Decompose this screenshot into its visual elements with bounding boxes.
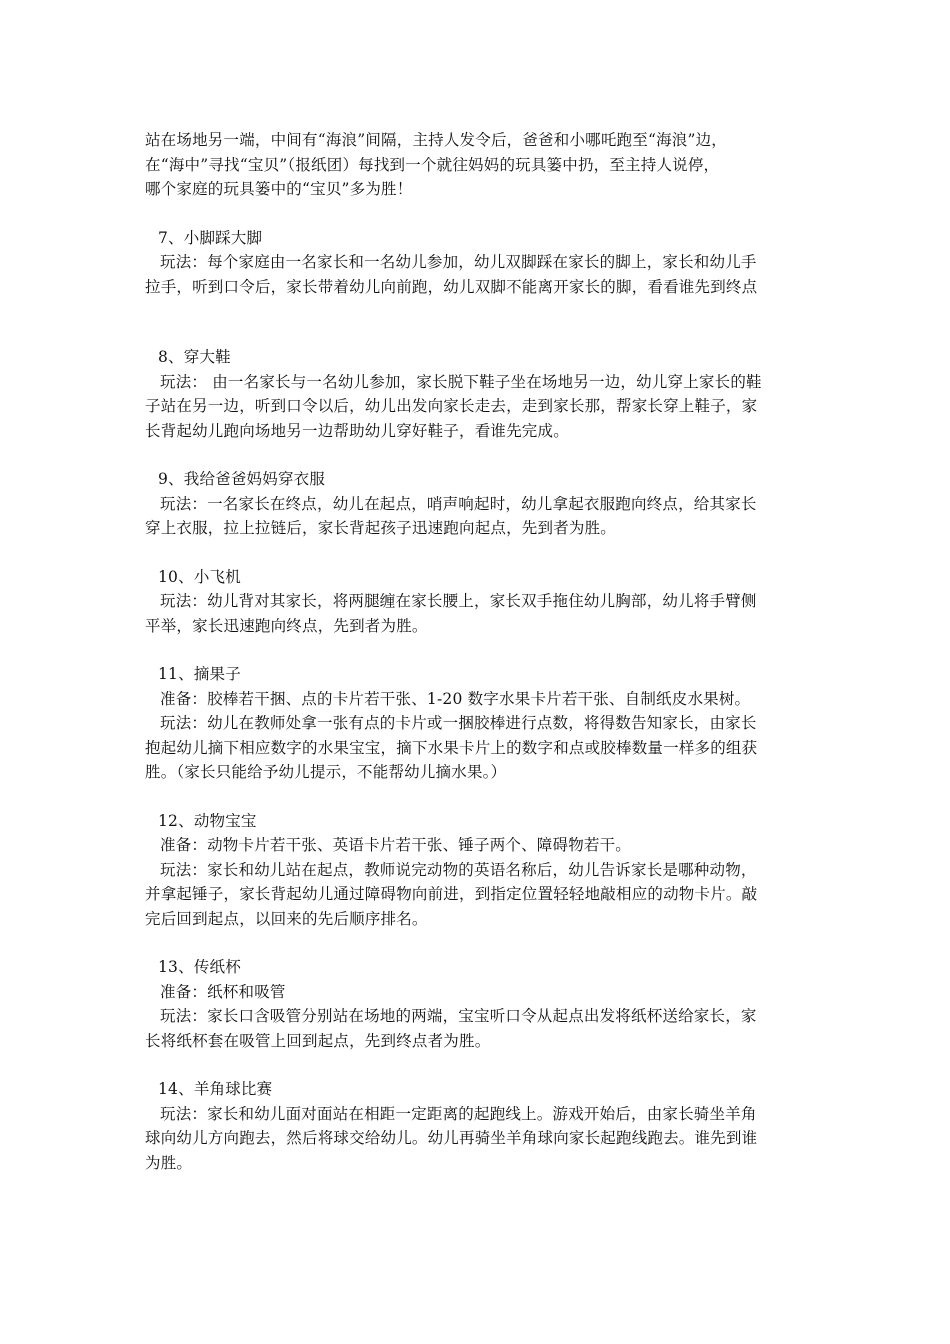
rule-line: 穿上衣服，拉上拉链后，家长背起孩子迅速跑向起点，先到者为胜。 xyxy=(145,519,617,537)
intro-line: 站在场地另一端，中间有“海浪”间隔，主持人发令后，爸爸和小哪吒跑至“海浪”边， xyxy=(145,131,727,149)
game-title: 14、羊角球比赛 xyxy=(158,1080,273,1098)
game-title: 12、动物宝宝 xyxy=(158,811,257,830)
rule-line: 球向幼儿方向跑去，然后将球交给幼儿。幼儿再骑坐羊角球向家长起跑线跑去。谁先到谁 xyxy=(145,1129,758,1147)
game-title: 7、小脚踩大脚 xyxy=(158,228,263,247)
rule-line: 玩法：每个家庭由一名家长和一名幼儿参加，幼儿双脚踩在家长的脚上，家长和幼儿手 xyxy=(160,253,757,271)
game-section xyxy=(145,662,813,785)
game-title: 11、摘果子 xyxy=(158,665,241,683)
game-title: 13、传纸杯 xyxy=(158,958,241,976)
rule-line: 玩法：家长和幼儿站在起点，教师说完动物的英语名称后，幼儿告诉家长是哪种动物， xyxy=(160,860,757,879)
rule-line: 拉手，听到口令后，家长带着幼儿向前跑，幼儿双脚不能离开家长的脚，看看谁先到终点 xyxy=(145,277,758,296)
game-title: 10、小飞机 xyxy=(158,567,241,586)
rule-line: 玩法：幼儿在教师处拿一张有点的卡片或一捆胶棒进行点数，将得数告知家长，由家长 xyxy=(160,714,757,732)
rule-line: 玩法： 由一名家长与一名幼儿参加，家长脱下鞋子坐在场地另一边，幼儿穿上家长的鞋 xyxy=(160,372,762,391)
document-page xyxy=(145,128,813,1175)
rule-line: 平举，家长迅速跑向终点，先到者为胜。 xyxy=(145,616,428,635)
rule-line: 完后回到起点，以回来的先后顺序排名。 xyxy=(145,909,428,928)
game-title: 8、穿大鞋 xyxy=(158,348,231,366)
game-section xyxy=(145,467,813,541)
game-section xyxy=(145,226,813,300)
rule-line: 玩法：一名家长在终点，幼儿在起点，哨声响起时，幼儿拿起衣服跑向终点，给其家长 xyxy=(160,494,757,513)
rule-line: 准备：纸杯和吸管 xyxy=(160,982,286,1001)
intro-line: 在“海中”寻找“宝贝”（报纸团）每找到一个就往妈妈的玩具篓中扔，至主持人说停， xyxy=(145,155,720,174)
game-title: 9、我给爸爸妈妈穿衣服 xyxy=(158,470,326,488)
rule-line: 玩法：家长口含吸管分别站在场地的两端，宝宝听口令从起点出发将纸杯送给家长，家 xyxy=(160,1007,757,1025)
rule-line: 准备：胶棒若干捆、点的卡片若干张、1-20 数字水果卡片若干张、自制纸皮水果树。 xyxy=(160,689,751,708)
game-section xyxy=(145,565,813,639)
rule-line: 长背起幼儿跑向场地另一边帮助幼儿穿好鞋子，看谁先完成。 xyxy=(145,421,569,440)
rule-line: 玩法：家长和幼儿面对面站在相距一定距离的起跑线上。游戏开始后，由家长骑坐羊角 xyxy=(160,1104,757,1123)
game-section xyxy=(145,809,813,932)
game-section xyxy=(145,1077,813,1175)
rule-line: 子站在另一边，听到口令以后，幼儿出发向家长走去，走到家长那，帮家长穿上鞋子，家 xyxy=(145,397,758,415)
rule-line: 并拿起锤子，家长背起幼儿通过障碍物向前进，到指定位置轻轻地敲相应的动物卡片。敲 xyxy=(145,885,758,903)
game-section xyxy=(145,955,813,1053)
rule-line: 玩法：幼儿背对其家长，将两腿缠在家长腰上，家长双手拖住幼儿胸部，幼儿将手臂侧 xyxy=(160,592,757,610)
rule-line: 抱起幼儿摘下相应数字的水果宝宝，摘下水果卡片上的数字和点或胶棒数量一样多的组获 xyxy=(145,738,758,757)
rule-line: 长将纸杯套在吸管上回到起点，先到终点者为胜。 xyxy=(145,1031,491,1050)
rule-line: 准备：动物卡片若干张、英语卡片若干张、锤子两个、障碍物若干。 xyxy=(160,836,632,854)
intro-line: 哪个家庭的玩具篓中的“宝贝”多为胜！ xyxy=(145,180,413,198)
game-section xyxy=(145,345,813,443)
rule-line: 为胜。 xyxy=(145,1153,193,1172)
intro-paragraph xyxy=(145,128,813,202)
rule-line: 胜。（家长只能给予幼儿提示，不能帮幼儿摘水果。） xyxy=(145,763,507,781)
